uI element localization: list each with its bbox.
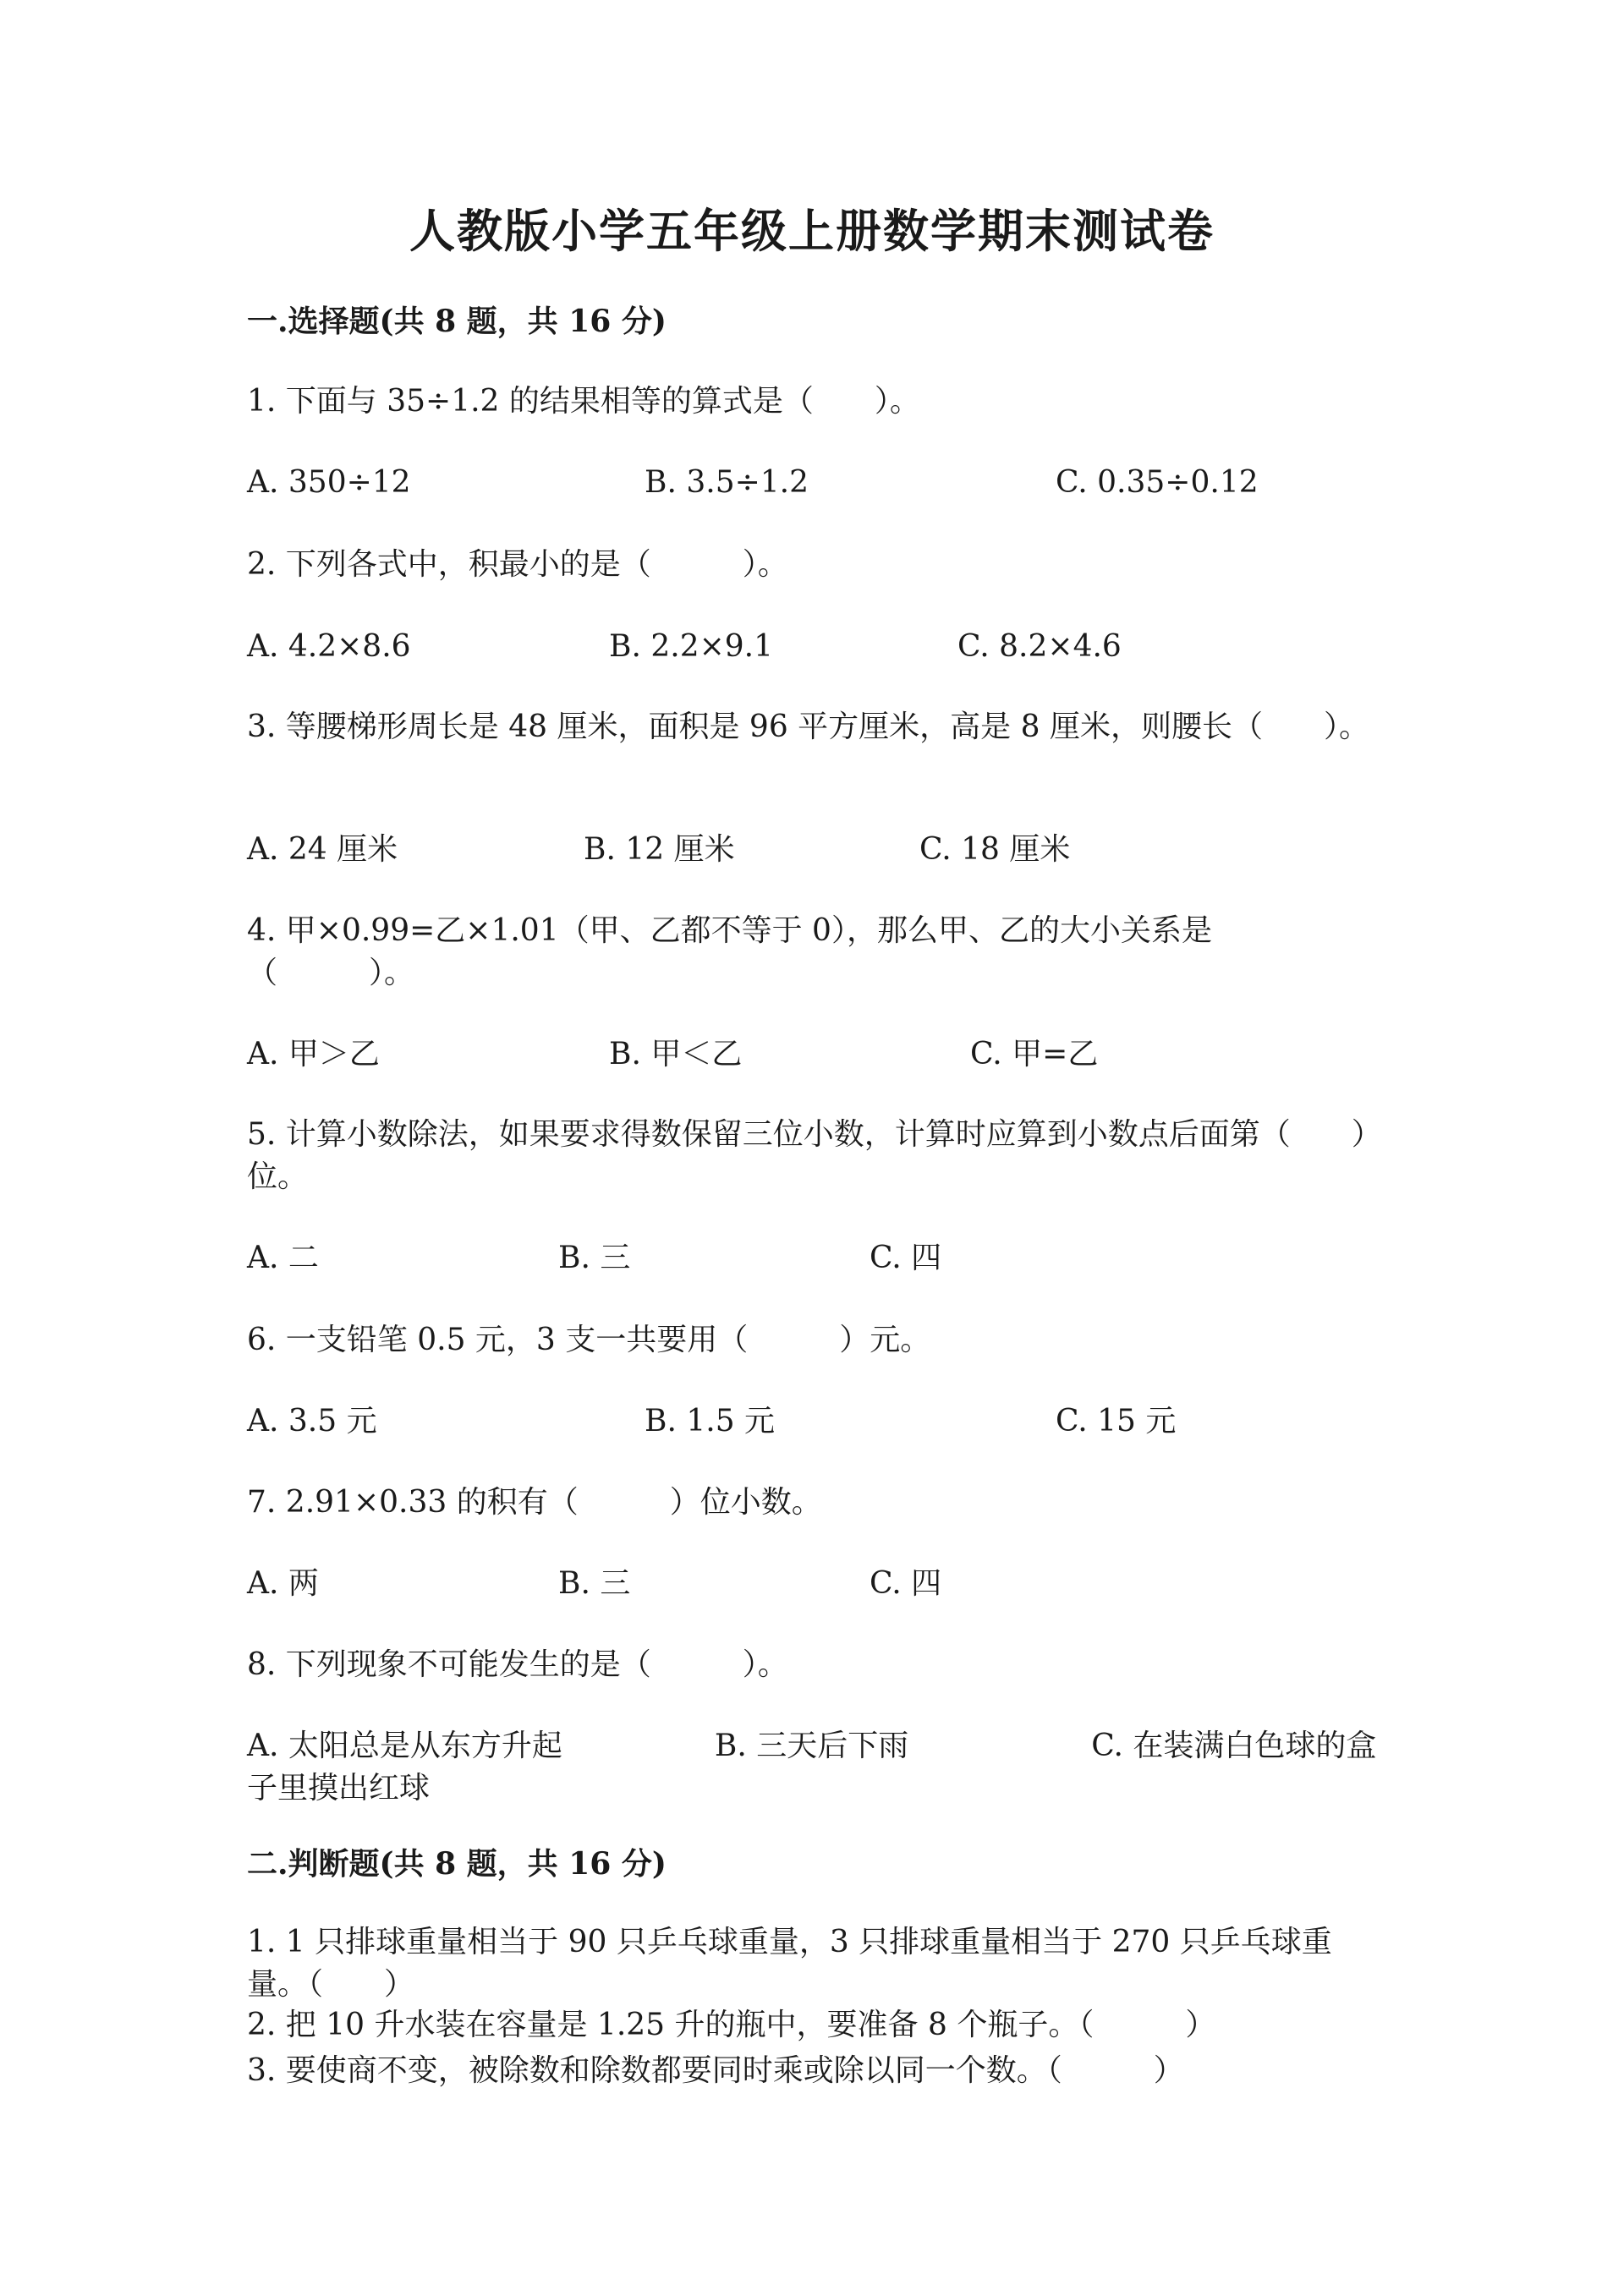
option-c: C. 四: [870, 1241, 942, 1275]
option-a: A. 350÷12: [247, 465, 411, 500]
options-row-3: [247, 829, 1372, 871]
option-b: B. 三: [558, 1566, 631, 1601]
option-b: B. 2.2×9.1: [609, 629, 774, 664]
section-heading-choice: 一.选择题(共 8 题，共 16 分): [247, 304, 667, 339]
option-a: A. 3.5 元: [247, 1404, 377, 1438]
option-c: C. 0.35÷0.12: [1056, 465, 1259, 500]
option-a: A. 甲＞乙: [247, 1037, 380, 1071]
options-row-2: [247, 626, 1372, 668]
question-6: 6. 一支铅笔 0.5 元，3 支一共要用（ ）元。: [247, 1323, 931, 1357]
options-row-8: A. 太阳总是从东方升起 B. 三天后下雨 C. 在装满白色球的盒子里摸出红球: [247, 1729, 1377, 1806]
question-8: 8. 下列现象不可能发生的是（ ）。: [247, 1647, 788, 1682]
options-row-4: [247, 1033, 1372, 1076]
option-a: A. 4.2×8.6: [247, 629, 411, 664]
question-4: 4. 甲×0.99=乙×1.01（甲、乙都不等于 0），那么甲、乙的大小关系是（ ）。: [247, 913, 1212, 990]
question-3: 3. 等腰梯形周长是 48 厘米，面积是 96 平方厘米，高是 8 厘米，则腰长（ ）。: [247, 710, 1369, 744]
option-a: A. 二: [247, 1241, 319, 1275]
option-b: B. 三: [558, 1241, 631, 1275]
option-b: B. 3.5÷1.2: [645, 465, 809, 500]
options-row-5: [247, 1237, 1372, 1280]
option-a: A. 24 厘米: [247, 832, 398, 867]
option-b: B. 12 厘米: [584, 832, 735, 867]
question-2: 2. 下列各式中，积最小的是（ ）。: [247, 547, 788, 582]
question-5: 5. 计算小数除法，如果要求得数保留三位小数，计算时应算到小数点后面第（ ）位。: [247, 1117, 1367, 1194]
options-row-1: [247, 462, 1372, 504]
option-a: A. 两: [247, 1566, 319, 1601]
option-c: C. 18 厘米: [919, 832, 1071, 867]
tf-item-3: 3. 要使商不变，被除数和除数都要同时乘或除以同一个数。（ ）: [247, 2053, 1184, 2088]
page-title: 人教版小学五年级上册数学期末测试卷: [409, 204, 1215, 258]
option-c: C. 15 元: [1056, 1404, 1177, 1438]
options-row-6: [247, 1400, 1372, 1443]
tf-item-1: 1. 1 只排球重量相当于 90 只乒乓球重量，3 只排球重量相当于 270 只乒乓球重量。（ ）: [247, 1925, 1332, 2002]
tf-item-2: 2. 把 10 升水装在容量是 1.25 升的瓶中，要准备 8 个瓶子。（ ）: [247, 2008, 1216, 2042]
options-row-7: [247, 1563, 1372, 1605]
option-b: B. 1.5 元: [645, 1404, 776, 1438]
question-7: 7. 2.91×0.33 的积有（ ）位小数。: [247, 1485, 822, 1520]
question-1: 1. 下面与 35÷1.2 的结果相等的算式是（ ）。: [247, 384, 920, 419]
option-c: C. 8.2×4.6: [957, 629, 1122, 664]
option-c: C. 四: [870, 1566, 942, 1601]
option-c: C. 甲=乙: [970, 1037, 1099, 1071]
section-heading-true-false: 二.判断题(共 8 题，共 16 分): [247, 1846, 667, 1882]
option-b: B. 甲＜乙: [609, 1037, 743, 1071]
